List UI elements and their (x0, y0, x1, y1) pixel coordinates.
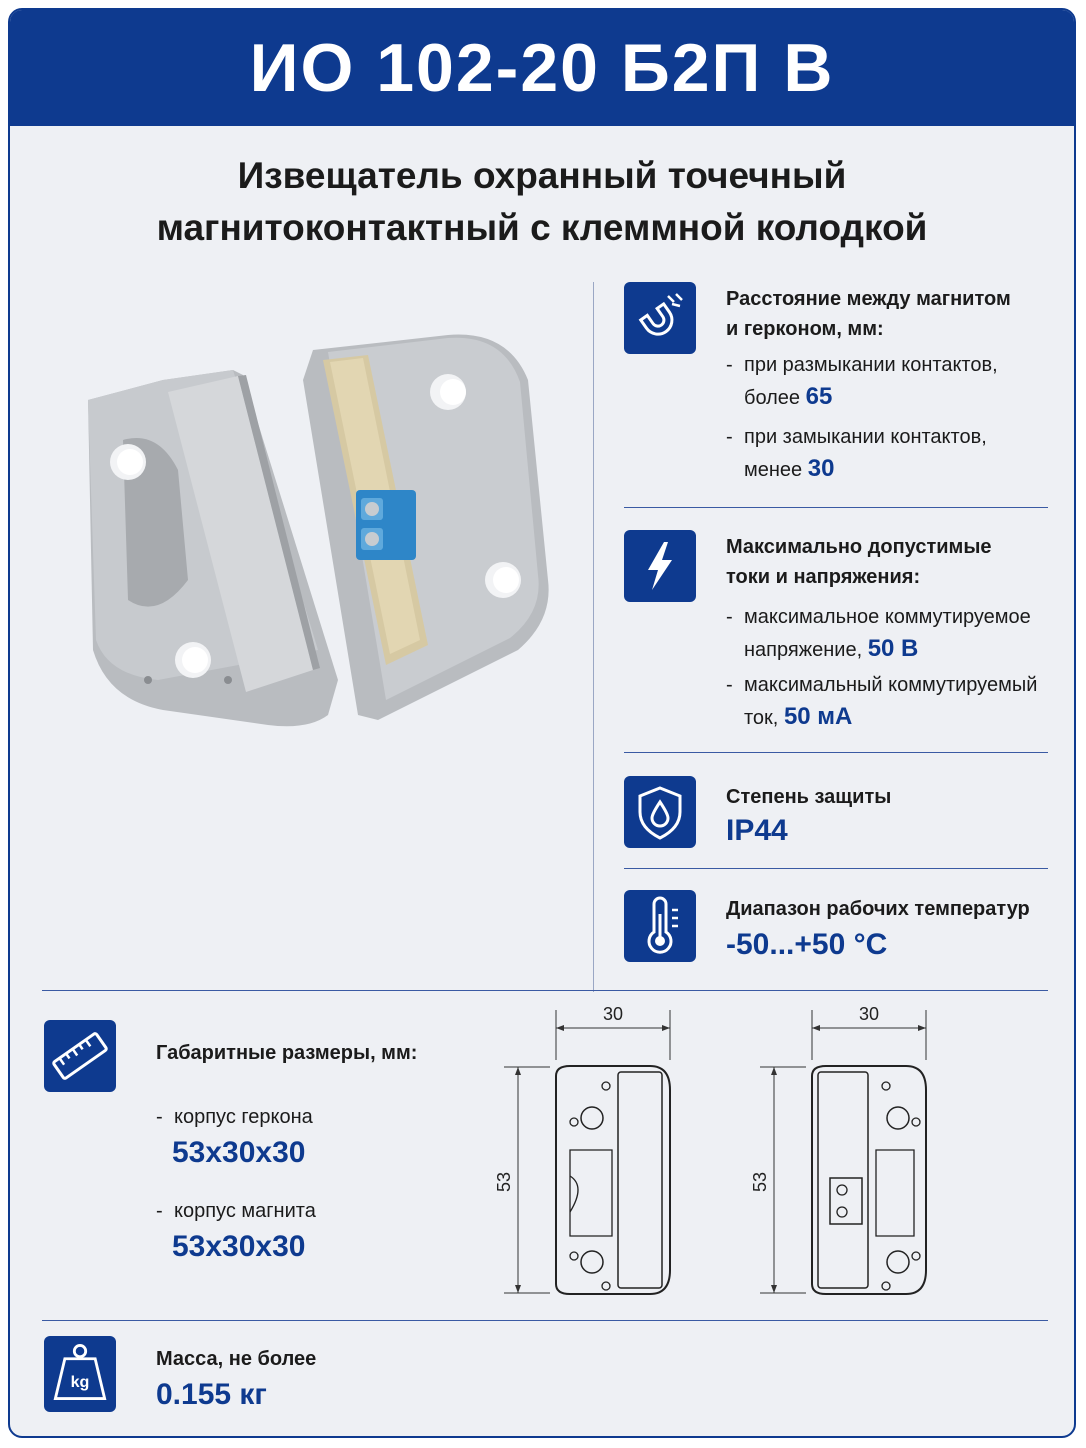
distance-close-value: 30 (807, 455, 835, 482)
column-divider (593, 282, 594, 992)
divider (624, 507, 1048, 508)
current-value: 50 мА (783, 703, 853, 730)
magnet-dim-item: - корпус магнита (156, 1196, 316, 1227)
width-dimension-label: 30 (858, 1004, 880, 1024)
product-photo (68, 320, 568, 740)
distance-title-line-2: и герконом, мм: (726, 318, 884, 340)
voltage-line-1: максимальное коммутируемое (744, 606, 1031, 628)
page-title: ИО 102-20 Б2П В (10, 10, 1074, 126)
subtitle-line-2: магнитоконтактный с клеммной колодкой (156, 207, 928, 248)
magnet-dim-value: 53x30x30 (172, 1230, 306, 1263)
thermometer-icon (624, 890, 696, 962)
magnet-icon (624, 282, 696, 354)
current-item: - максимальный коммутируемый ток, 50 мА (726, 670, 1056, 734)
width-dimension-label: 30 (602, 1004, 624, 1024)
divider (624, 868, 1048, 869)
product-subtitle (10, 150, 1074, 254)
height-dimension-label: 53 (750, 1171, 770, 1193)
section-divider (42, 1320, 1048, 1321)
divider (624, 752, 1048, 753)
distance-close-line-2: менее (744, 459, 803, 481)
distance-open-value: 65 (805, 383, 833, 410)
product-card (8, 8, 1076, 1438)
mass-title: Масса, не более (156, 1348, 317, 1370)
distance-open-line-1: при размыкании контактов, (744, 354, 998, 376)
mass-value: 0.155 кг (156, 1378, 267, 1411)
ruler-icon (44, 1020, 116, 1092)
voltage-item: - максимальное коммутируемое напряжение, 50 В (726, 602, 1056, 666)
height-dimension-label: 53 (494, 1171, 514, 1193)
protection-title: Степень защиты (726, 786, 892, 808)
electrical-title (726, 532, 992, 592)
voltage-value: 50 В (867, 635, 919, 662)
reed-dim-item: - корпус геркона (156, 1102, 313, 1133)
distance-close-line-1: при замыкании контактов, (744, 426, 987, 448)
distance-open-item: - при размыкании контактов, более 65 (726, 350, 1046, 414)
temperature-title: Диапазон рабочих температур (726, 898, 1030, 920)
temperature-value: -50...+50 °C (726, 928, 888, 961)
reed-housing-drawing (746, 1000, 946, 1310)
weight-icon-text: kg (70, 1373, 90, 1392)
electrical-title-line-2: токи и напряжения: (726, 566, 921, 588)
reed-dim-label: корпус геркона (174, 1106, 313, 1128)
magnet-dim-label: корпус магнита (174, 1200, 316, 1222)
dimensions-title: Габаритные размеры, мм: (156, 1042, 418, 1064)
weight-kg-icon (44, 1336, 116, 1412)
magnet-housing-drawing (490, 1000, 690, 1310)
current-line-2: ток, (744, 707, 779, 729)
electrical-title-line-1: Максимально допустимые (726, 536, 992, 558)
protection-value: IP44 (726, 814, 788, 847)
distance-close-item: - при замыкании контактов, менее 30 (726, 422, 1046, 486)
lightning-icon (624, 530, 696, 602)
distance-open-line-2: более (744, 387, 801, 409)
subtitle-line-1: Извещатель охранный точечный (237, 155, 847, 196)
section-divider (42, 990, 1048, 991)
current-line-1: максимальный коммутируемый (744, 674, 1038, 696)
reed-dim-value: 53x30x30 (172, 1136, 306, 1169)
shield-drop-icon (624, 776, 696, 848)
voltage-line-2: напряжение, (744, 639, 863, 661)
distance-title (726, 284, 1011, 344)
distance-title-line-1: Расстояние между магнитом (726, 288, 1011, 310)
